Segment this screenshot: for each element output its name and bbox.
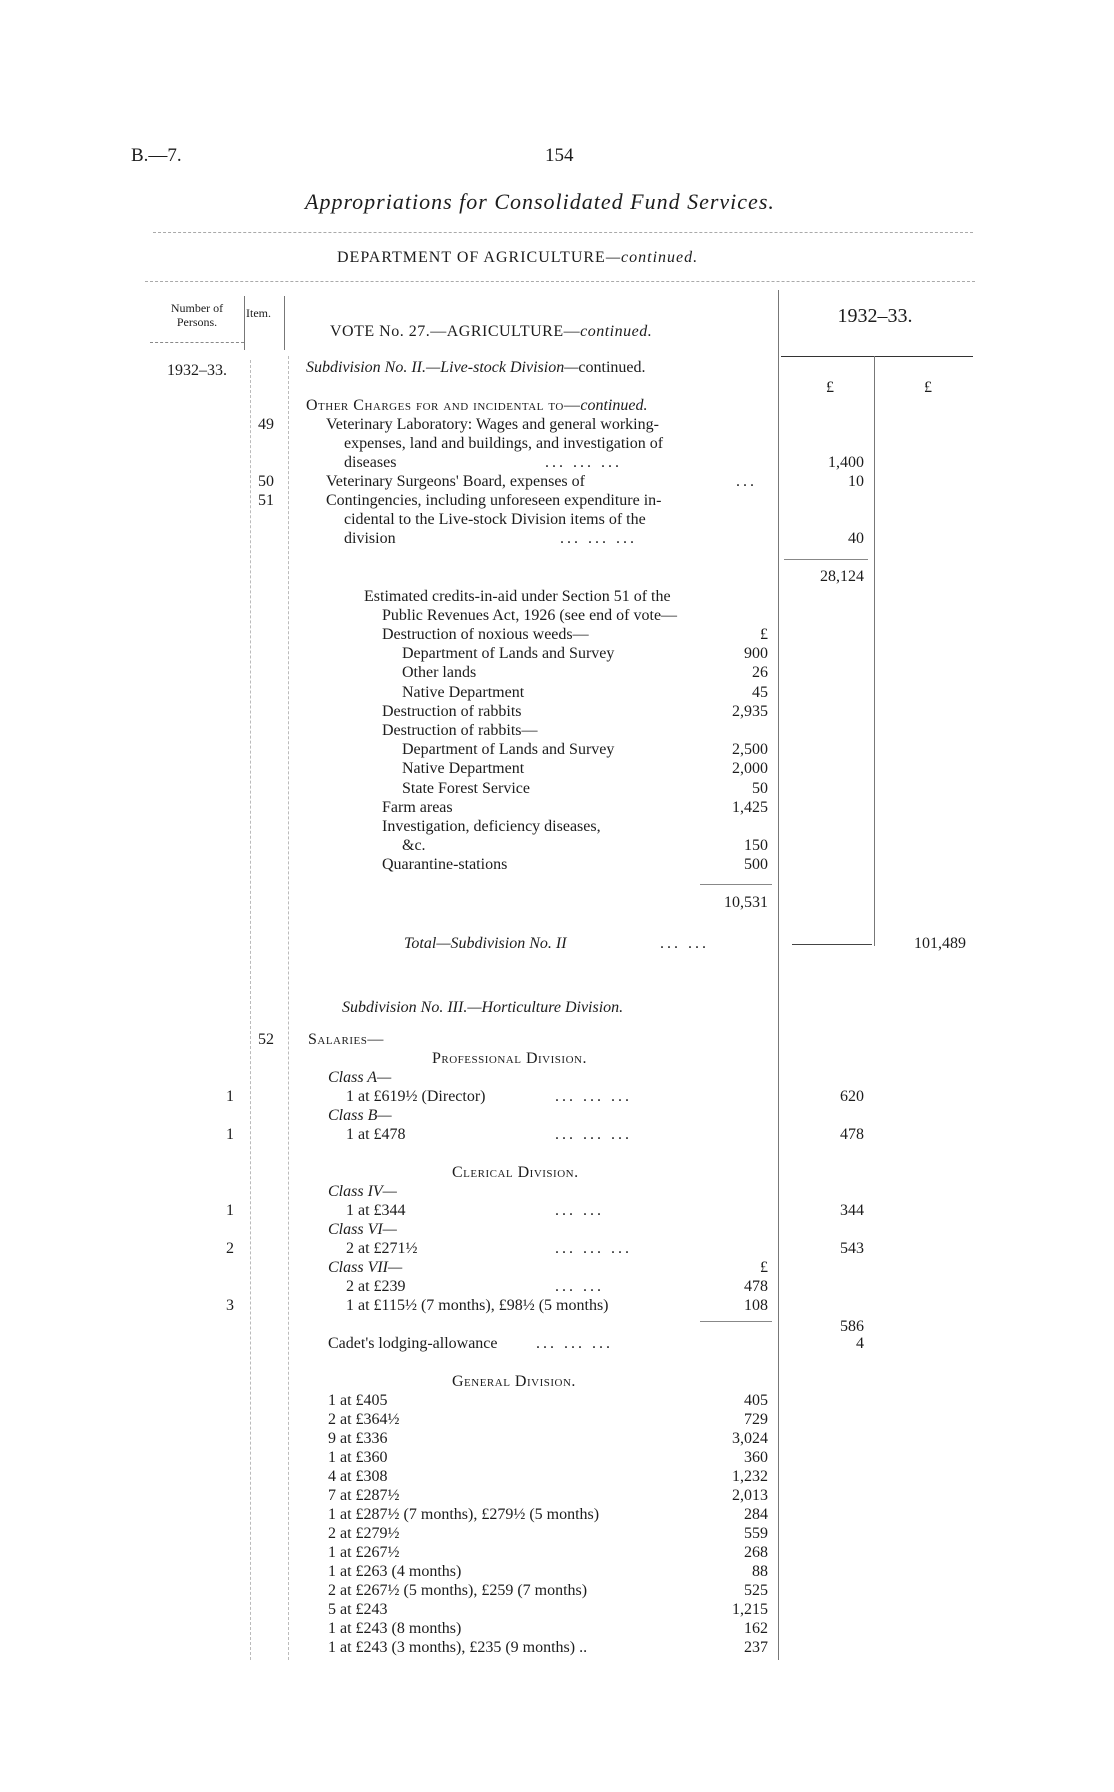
item-51-line: Contingencies, including unforeseen expenditure in-	[326, 492, 662, 509]
item-50-line: Veterinary Surgeons' Board, expenses of	[326, 473, 585, 490]
class-heading: Class IV—	[328, 1183, 397, 1200]
leader-dots: ... ... ...	[560, 530, 637, 547]
leader-dots: ... ...	[555, 1202, 604, 1219]
vote-title: VOTE No. 27.—AGRICULTURE—	[330, 323, 581, 340]
subdivision-ii-suffix: continued.	[578, 359, 646, 376]
document-reference: B.—7.	[131, 145, 182, 166]
credit-value: 2,935	[732, 702, 768, 720]
total-subdivision-ii-amount: 101,489	[914, 935, 966, 952]
general-salary-value: 162	[744, 1620, 768, 1637]
general-salary-value: 525	[744, 1582, 768, 1599]
item-number: 50	[258, 473, 274, 490]
class-heading: Class B—	[328, 1107, 392, 1124]
rule	[153, 232, 973, 233]
page-title: Appropriations for Consolidated Fund Services.	[305, 189, 775, 214]
department-name: DEPARTMENT OF AGRICULTURE	[337, 249, 606, 266]
credit-label: Native Department	[402, 760, 525, 778]
persons-year: 1932–33.	[167, 362, 227, 379]
general-salary-value: 360	[744, 1449, 768, 1466]
credit-value: 45	[752, 683, 768, 701]
leader-dots: ... ... ...	[545, 454, 622, 471]
credit-value: £	[760, 626, 768, 643]
credits-intro-line: Estimated credits-in-aid under Section 51 of the	[364, 588, 671, 605]
other-charges-suffix: continued.	[580, 397, 648, 414]
total-subdivision-ii-label: Total—Subdivision No. II	[404, 935, 567, 952]
persons-count: 1	[226, 1202, 234, 1219]
sum-rule	[700, 884, 772, 885]
general-salary-line: 1 at £405	[328, 1392, 388, 1409]
credit-label: Destruction of noxious weeds—	[382, 626, 589, 643]
vote-title-suffix: continued.	[580, 323, 653, 340]
general-salary-line: 1 at £287½ (7 months), £279½ (5 months)	[328, 1506, 600, 1523]
credit-label: Department of Lands and Survey	[402, 645, 615, 663]
professional-division-heading: Professional Division.	[432, 1050, 587, 1067]
rule	[150, 342, 244, 343]
sum-rule	[792, 944, 872, 945]
other-charges-label: Other Charges for and incidental to—	[306, 397, 581, 414]
salaries-heading: Salaries—	[308, 1031, 384, 1048]
item-49-line: diseases	[344, 454, 397, 471]
general-salary-value: 284	[744, 1506, 768, 1523]
general-salary-value: 405	[744, 1392, 768, 1409]
general-division-heading: General Division.	[452, 1373, 576, 1390]
leader-dots: ...	[736, 473, 757, 490]
page-number: 154	[545, 145, 574, 166]
salary-amount: 478	[840, 1126, 864, 1143]
item-amount: 10	[848, 473, 864, 490]
cadet-allowance-amount: 4	[856, 1335, 864, 1352]
general-salary-line: 1 at £243 (8 months)	[328, 1620, 462, 1637]
general-salary-value: 559	[744, 1525, 768, 1542]
persons-count: 1	[226, 1126, 234, 1143]
salary-line: 1 at £619½ (Director)	[346, 1088, 486, 1105]
credit-label: Destruction of rabbits—	[382, 722, 538, 739]
sum-rule	[784, 559, 868, 560]
class-heading: Class VII—	[328, 1259, 403, 1276]
item-49-line: Veterinary Laboratory: Wages and general working-	[326, 416, 659, 433]
general-salary-line: 2 at £267½ (5 months), £259 (7 months)	[328, 1582, 588, 1599]
credit-label: Investigation, deficiency diseases,	[382, 818, 601, 835]
general-salary-value: 2,013	[732, 1487, 768, 1504]
pound-sign: £	[760, 1259, 768, 1276]
general-salary-line: 1 at £360	[328, 1449, 388, 1466]
persons-count: 2	[226, 1240, 234, 1257]
leader-dots: ... ... ...	[555, 1126, 632, 1143]
general-salary-value: 3,024	[732, 1430, 768, 1447]
column-header-item: Item.	[246, 306, 271, 320]
subdivision-iii-heading: Subdivision No. III.—Horticulture Division.	[342, 999, 624, 1016]
salary-line: 1 at £344	[346, 1202, 406, 1219]
general-salary-line: 1 at £267½	[328, 1544, 400, 1561]
credit-value: 1,425	[732, 798, 768, 816]
salary-line: 1 at £478	[346, 1126, 406, 1143]
salary-value: 478	[744, 1278, 768, 1295]
column-rule	[778, 290, 779, 1660]
rule	[145, 281, 975, 282]
general-salary-value: 237	[744, 1639, 768, 1656]
credit-label: Department of Lands and Survey	[402, 741, 615, 759]
column-header-year: 1932–33.	[837, 305, 913, 327]
credit-value: 500	[744, 856, 768, 874]
persons-count: 1	[226, 1088, 234, 1105]
general-salary-value: 1,215	[732, 1601, 768, 1618]
salary-amount: 543	[840, 1240, 864, 1257]
salary-amount: 344	[840, 1202, 864, 1219]
general-salary-line: 5 at £243	[328, 1601, 388, 1618]
credit-value: 2,000	[732, 760, 768, 778]
item-number: 52	[258, 1031, 274, 1048]
column-rule	[288, 356, 289, 1660]
column-rule	[874, 356, 875, 946]
column-rule	[284, 296, 285, 350]
general-salary-value: 88	[752, 1563, 768, 1580]
department-heading	[337, 248, 698, 267]
general-salary-line: 1 at £243 (3 months), £235 (9 months) ..	[328, 1639, 588, 1656]
leader-dots: ... ... ...	[536, 1335, 613, 1352]
item-amount: 1,400	[828, 454, 864, 471]
pound-column-1: £	[826, 379, 834, 396]
general-salary-line: 4 at £308	[328, 1468, 388, 1485]
item-51-line: division	[344, 530, 396, 547]
credit-value: 26	[752, 664, 768, 682]
clerical-division-heading: Clerical Division.	[452, 1164, 579, 1181]
column-header-persons: Number of Persons.	[170, 301, 224, 329]
salary-line: 1 at £115½ (7 months), £98½ (5 months)	[346, 1297, 609, 1314]
subdivision-ii-heading	[306, 358, 646, 377]
credit-label: Other lands	[402, 664, 477, 682]
subtotal-amount: 28,124	[820, 568, 864, 585]
salary-amount: 620	[840, 1088, 864, 1105]
credit-value: 50	[752, 779, 768, 797]
credit-label: State Forest Service	[402, 779, 530, 797]
leader-dots: ... ...	[660, 935, 709, 952]
general-salary-line: 2 at £364½	[328, 1411, 400, 1428]
vote-heading	[330, 322, 652, 341]
persons-count: 3	[226, 1297, 234, 1314]
column-rule	[250, 360, 251, 1660]
leader-dots: ... ... ...	[555, 1088, 632, 1105]
credit-label: &c.	[402, 837, 426, 855]
pound-column-2: £	[924, 379, 932, 396]
subdivision-ii-title: Subdivision No. II.—Live-stock Division—	[306, 359, 579, 376]
class-heading: Class A—	[328, 1069, 392, 1086]
credit-value: 2,500	[732, 741, 768, 759]
item-49-line: expenses, land and buildings, and investigation of	[344, 435, 664, 452]
cadet-allowance-label: Cadet's lodging-allowance	[328, 1335, 498, 1352]
general-salary-value: 1,232	[732, 1468, 768, 1485]
rule	[781, 356, 973, 357]
general-salary-line: 7 at £287½	[328, 1487, 400, 1504]
department-suffix: —continued.	[605, 249, 699, 266]
other-charges-heading	[306, 396, 647, 415]
column-rule	[244, 296, 245, 350]
credit-label: Quarantine-stations	[382, 856, 508, 874]
credit-value: 900	[744, 645, 768, 663]
leader-dots: ... ...	[555, 1278, 604, 1295]
sum-rule	[700, 1321, 772, 1322]
credits-intro-line: Public Revenues Act, 1926 (see end of vote—	[382, 607, 678, 624]
item-51-line: cidental to the Live-stock Division items of the	[344, 511, 646, 528]
item-number: 49	[258, 416, 274, 433]
general-salary-line: 9 at £336	[328, 1430, 388, 1447]
general-salary-value: 268	[744, 1544, 768, 1561]
salary-value: 108	[744, 1297, 768, 1314]
salary-line: 2 at £271½	[346, 1240, 418, 1257]
credits-total: 10,531	[724, 894, 768, 911]
class-heading: Class VI—	[328, 1221, 397, 1238]
leader-dots: ... ... ...	[555, 1240, 632, 1257]
general-salary-value: 729	[744, 1411, 768, 1428]
credit-label: Farm areas	[382, 798, 453, 816]
general-salary-line: 1 at £263 (4 months)	[328, 1563, 462, 1580]
salary-line: 2 at £239	[346, 1278, 406, 1295]
general-salary-line: 2 at £279½	[328, 1525, 400, 1542]
credit-label: Native Department	[402, 683, 525, 701]
item-amount: 40	[848, 530, 864, 547]
credit-value: 150	[744, 837, 768, 855]
credit-label: Destruction of rabbits	[382, 702, 522, 720]
salary-amount: 586	[840, 1318, 864, 1335]
item-number: 51	[258, 492, 274, 509]
